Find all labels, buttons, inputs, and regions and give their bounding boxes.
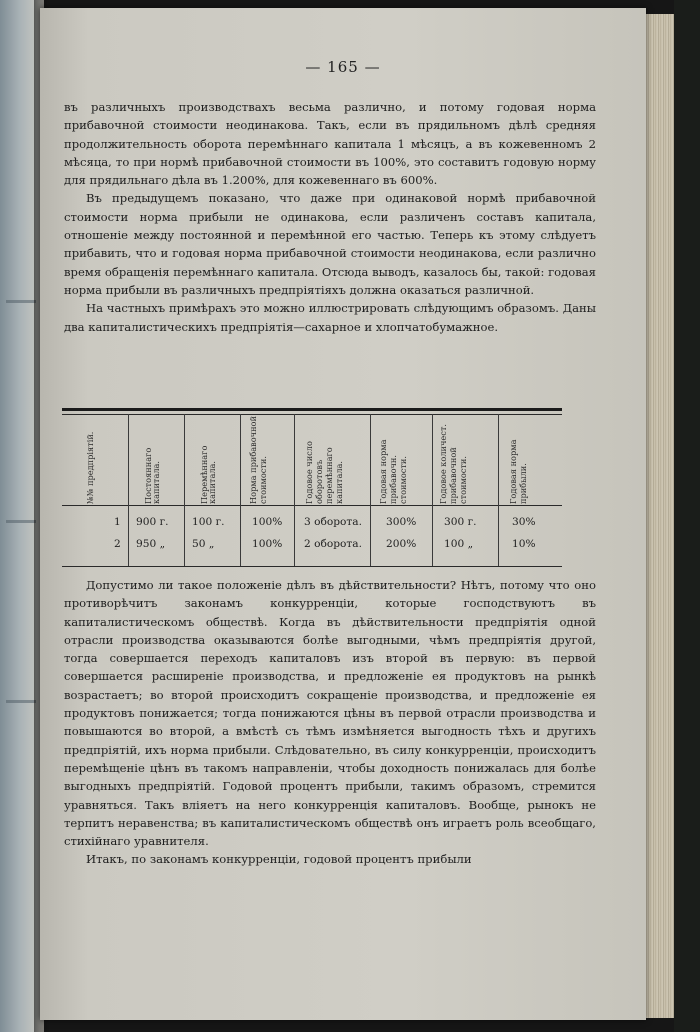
table-cell: 1 [114, 516, 121, 528]
table-cell: 10% [512, 538, 536, 550]
table-cell: 30% [512, 516, 536, 528]
table-cell: 2 [114, 538, 121, 550]
table-cell: 300% [386, 516, 417, 528]
table-header: Годовое количест. прибавочной стоимости. [438, 424, 468, 504]
table-header: Перемѣннаго капитала. [199, 445, 217, 504]
text-block-bottom [64, 576, 596, 869]
table-top-rule [62, 408, 562, 411]
table-cell: 300 г. [444, 516, 477, 528]
table-cell: 900 г. [136, 516, 169, 528]
table-header: №№ предпріятій. [85, 431, 95, 504]
paragraph: Допустимо ли такое положеніе дѣлъ въ дѣйствительности? Нѣтъ, потому что оно противорѣчитъ законамъ конкурренціи, которые господствуютъ въ капиталистическомъ обществѣ. Когда въ дѣйствительности предпріятія одной отрасли производства оказываются болѣе выгодными, чѣмъ предпріятія другой, тогда совершается переходъ капиталовъ изъ второй въ первую: въ первой совершается расширеніе производства, и предложеніе ея продуктовъ на рынкѣ возрастаетъ; во второй происходитъ сокращеніе производства, и предложеніе ея продуктовъ понижается; тогда понижаются цѣны въ первой отрасли производства и повышаются во второй, а вмѣстѣ съ тѣмъ измѣняется выгодность тѣхъ и другихъ предпріятій, ихъ норма прибыли. Слѣдовательно, въ силу конкурренціи, происходитъ перемѣщеніе цѣнъ въ такомъ направленіи, чтобы доходность понижалась для болѣе выгодныхъ предпріятій. Годовой процентъ прибыли, такимъ образомъ, стремится уравняться. Такъ вліяетъ на него конкурренція капиталовъ. Вообще, рынокъ не терпитъ неравенства; въ капиталистическомъ обществѣ онъ играетъ роль всеобщаго, стихійнаго уравнителя. [64, 578, 596, 849]
table-header: Годовое число оборотовъ перемѣннаго капитала. [304, 441, 344, 504]
paragraph: въ различныхъ производствахъ весьма различно, и потому годовая норма прибавочной стоимости неодинакова. Такъ, если въ прядильномъ дѣлѣ средняя продолжительность оборота перемѣннаго капитала 1 мѣсяцъ, а въ кожевенномъ 2 мѣсяца, то при нормѣ прибавочной стоимости въ 100%, это составитъ годовую норму для прядильнаго дѣла въ 1.200%, для кожевеннаго въ 600%. [64, 100, 596, 188]
book-page [40, 8, 646, 1020]
table-top-rule-thin [62, 414, 562, 415]
book-cover [674, 0, 700, 1032]
table-header: Годовая норма прибавочн. стоимости. [378, 439, 408, 504]
text-block-top [64, 98, 596, 336]
table-cell: 100% [252, 538, 283, 550]
table-header: Годовая норма прибыли. [508, 439, 528, 504]
table-header: Постояннаго капитала. [143, 447, 161, 504]
table-header-rule [62, 505, 562, 506]
table-cell: 100% [252, 516, 283, 528]
table-cell: 200% [386, 538, 417, 550]
table-cell: 100 г. [192, 516, 225, 528]
table-bottom-rule [62, 566, 562, 567]
table-cell: 100 „ [444, 538, 474, 550]
table-cell: 950 „ [136, 538, 166, 550]
table-cell: 2 оборота. [304, 538, 362, 550]
table-header: Норма прибавочной стоимости. [248, 416, 268, 504]
paragraph: На частныхъ примѣрахъ это можно иллюстрировать слѣдующимъ образомъ. Даны два капиталистическихъ предпріятія—сахарное и хлопчатобумажное. [64, 301, 596, 334]
paragraph: Итакъ, по законамъ конкурренціи, годовой процентъ прибыли [86, 852, 472, 867]
paragraph: Въ предыдущемъ показано, что даже при одинаковой нормѣ прибавочной стоимости норма прибыли не одинакова, если различенъ составъ капитала, отношеніе между постоянной и перемѣнной его частью. Теперь къ этому слѣдуетъ прибавить, что и годовая норма прибавочной стоимости неодинакова, если различно время обращенія перемѣннаго капитала. Отсюда выводъ, казалось бы, такой: годовая норма прибыли въ различныхъ предпріятіяхъ должна оказаться различной. [64, 191, 596, 297]
page-edges [644, 14, 674, 1018]
page-number: — 165 — [305, 58, 381, 76]
table-cell: 50 „ [192, 538, 215, 550]
table-cell: 3 оборота. [304, 516, 362, 528]
